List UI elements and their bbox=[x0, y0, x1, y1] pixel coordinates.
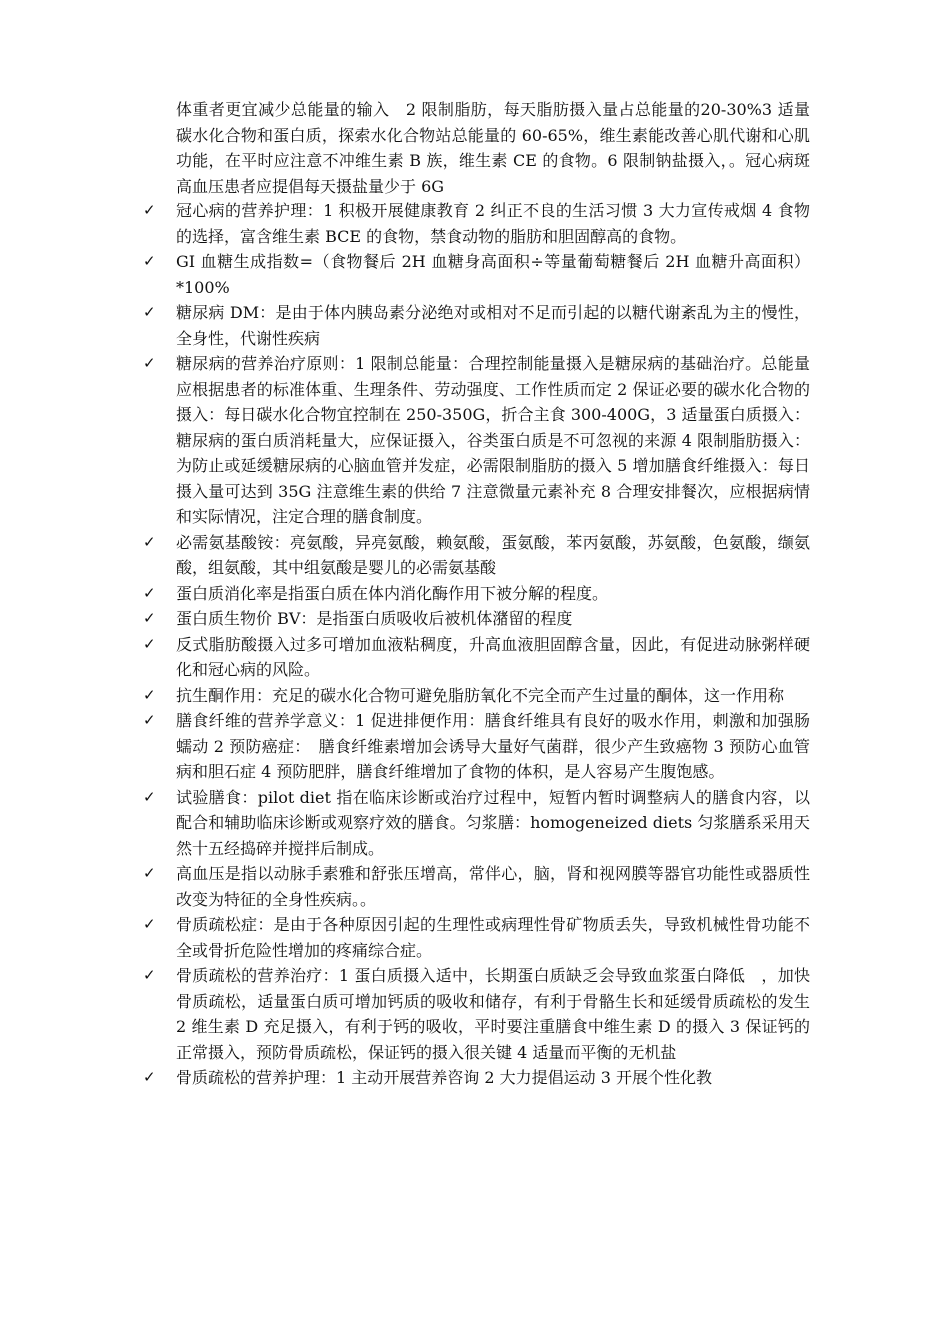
list-item-text: 骨质疏松的营养治疗：1 蛋白质摄入适中，长期蛋白质缺乏会导致血浆蛋白降低 ，加快骨质疏松，适量蛋白质可增加钙质的吸收和储存，有利于骨骼生长和延缓骨质疏松的发生 2 维生素 D 充足摄入，有利于钙的吸收，平时要注重膳食中维生素 D 的摄入 3 保证钙的正常摄入，预防骨质疏松，保证钙的摄入很关键 4 适量而平衡的无机盐 bbox=[176, 966, 810, 1062]
list-item-text: 冠心病的营养护理：1 积极开展健康教育 2 纠正不良的生活习惯 3 大力宣传戒烟 4 食物的选择，富含维生素 BCE 的食物，禁食动物的脂肪和胆固醇高的食物。 bbox=[176, 201, 810, 246]
checkmark-icon: ✓ bbox=[143, 201, 156, 219]
list-item bbox=[143, 683, 810, 709]
list-item bbox=[143, 861, 810, 912]
list-item bbox=[143, 632, 810, 683]
list-item bbox=[143, 198, 810, 249]
checkmark-icon: ✓ bbox=[143, 966, 156, 984]
list-item bbox=[143, 912, 810, 963]
checkmark-icon: ✓ bbox=[143, 1068, 156, 1086]
list-item-text: 试验膳食：pilot diet 指在临床诊断或治疗过程中，短暂内暂时调整病人的膳食内容，以配合和辅助临床诊断或观察疗效的膳食。匀浆膳：homogeneized diets 匀浆膳系采用天然十五经捣碎并搅拌后制成。 bbox=[176, 787, 810, 858]
checkmark-icon: ✓ bbox=[143, 252, 156, 270]
checkmark-icon: ✓ bbox=[143, 864, 156, 882]
list-item-text: 抗生酮作用：充足的碳水化合物可避免脂肪氧化不完全而产生过量的酮体，这一作用称 bbox=[176, 685, 785, 705]
list-item-text: 糖尿病的营养治疗原则：1 限制总能量：合理控制能量摄入是糖尿病的基础治疗。总能量应根据患者的标准体重、生理条件、劳动强度、工作性质而定 2 保证必要的碳水化合物的摄入：每日碳水化合物宜控制在 250-350G，折合主食 300-400G，3 适量蛋白质摄入：糖尿病的蛋白质消耗量大，应保证摄入，谷类蛋白质是不可忽视的来源 4 限制脂肪摄入：为防止或延缓糖尿病的心脑血管并发症，必需限制脂肪的摄入 5 增加膳食纤维摄入：每日摄入量可达到 35G 注意维生素的供给 7 注意微量元素补充 8 合理安排餐次，应根据病情和实际情况，注定合理的膳食制度。 bbox=[176, 354, 810, 526]
list-item-text: 蛋白质消化率是指蛋白质在体内消化酶作用下被分解的程度。 bbox=[176, 583, 609, 603]
list-item-text: 必需氨基酸铵：亮氨酸，异亮氨酸，赖氨酸，蛋氨酸，苯丙氨酸，苏氨酸，色氨酸，缬氨酸，组氨酸，其中组氨酸是婴儿的必需氨基酸 bbox=[176, 532, 810, 577]
checkmark-icon: ✓ bbox=[143, 609, 156, 627]
checkmark-icon: ✓ bbox=[143, 711, 156, 729]
list-item bbox=[143, 249, 810, 300]
list-item-text: 反式脂肪酸摄入过多可增加血液粘稠度，升高血液胆固醇含量，因此，有促进动脉粥样硬化和冠心病的风险。 bbox=[176, 634, 810, 679]
checkmark-icon: ✓ bbox=[143, 532, 156, 551]
list-item bbox=[143, 606, 810, 632]
list-item bbox=[143, 963, 810, 1065]
list-item-text: GI 血糖生成指数=（食物餐后 2H 血糖身高面积÷等量葡萄糖餐后 2H 血糖升高面积）*100% bbox=[176, 252, 810, 297]
list-item bbox=[143, 351, 810, 530]
list-item bbox=[143, 1065, 810, 1091]
continuation-paragraph: 体重者更宜减少总能量的输入 2 限制脂肪，每天脂肪摄入量占总能量的20-30%3 适量碳水化合物和蛋白质，探索水化合物站总能量的 60-65%，维生素能改善心肌代谢和心肌功能，在平时应注意不冲维生素 B 族，维生素 CE 的食物。6 限制钠盐摄入，。冠心病斑高血压患者应提倡每天摄盐量少于 6G bbox=[176, 100, 810, 196]
checkmark-icon: ✓ bbox=[143, 685, 156, 704]
checkmark-icon: ✓ bbox=[143, 583, 156, 602]
list-item bbox=[143, 300, 810, 351]
list-item bbox=[143, 530, 810, 581]
checkmark-icon: ✓ bbox=[143, 634, 156, 653]
list-item-text: 糖尿病 DM：是由于体内胰岛素分泌绝对或相对不足而引起的以糖代谢紊乱为主的慢性，全身性，代谢性疾病 bbox=[176, 303, 810, 348]
checkmark-icon: ✓ bbox=[143, 354, 156, 372]
list-item bbox=[143, 708, 810, 785]
checklist bbox=[143, 198, 810, 1091]
checkmark-icon: ✓ bbox=[143, 915, 156, 933]
checkmark-icon: ✓ bbox=[143, 303, 156, 321]
list-item-text: 骨质疏松症：是由于各种原因引起的生理性或病理性骨矿物质丢失，导致机械性骨功能不全或骨折危险性增加的疼痛综合症。 bbox=[176, 915, 810, 960]
list-item-text: 膳食纤维的营养学意义：1 促进排便作用：膳食纤维具有良好的吸水作用，刺激和加强肠蠕动 2 预防癌症： 膳食纤维素增加会诱导大量好气菌群，很少产生致癌物 3 预防心血管病和胆石症 4 预防肥胖，膳食纤维增加了食物的体积，是人容易产生腹饱感。 bbox=[176, 711, 810, 781]
list-item bbox=[143, 785, 810, 862]
list-item-text: 蛋白质生物价 BV：是指蛋白质吸收后被机体潴留的程度 bbox=[176, 609, 573, 628]
list-item-text: 高血压是指以动脉手素雅和舒张压增高，常伴心，脑，肾和视网膜等器官功能性或器质性改变为特征的全身性疾病。。 bbox=[176, 864, 810, 909]
list-item-text: 骨质疏松的营养护理：1 主动开展营养咨询 2 大力提倡运动 3 开展个性化教 bbox=[176, 1068, 712, 1087]
list-item bbox=[143, 581, 810, 607]
checkmark-icon: ✓ bbox=[143, 787, 156, 806]
